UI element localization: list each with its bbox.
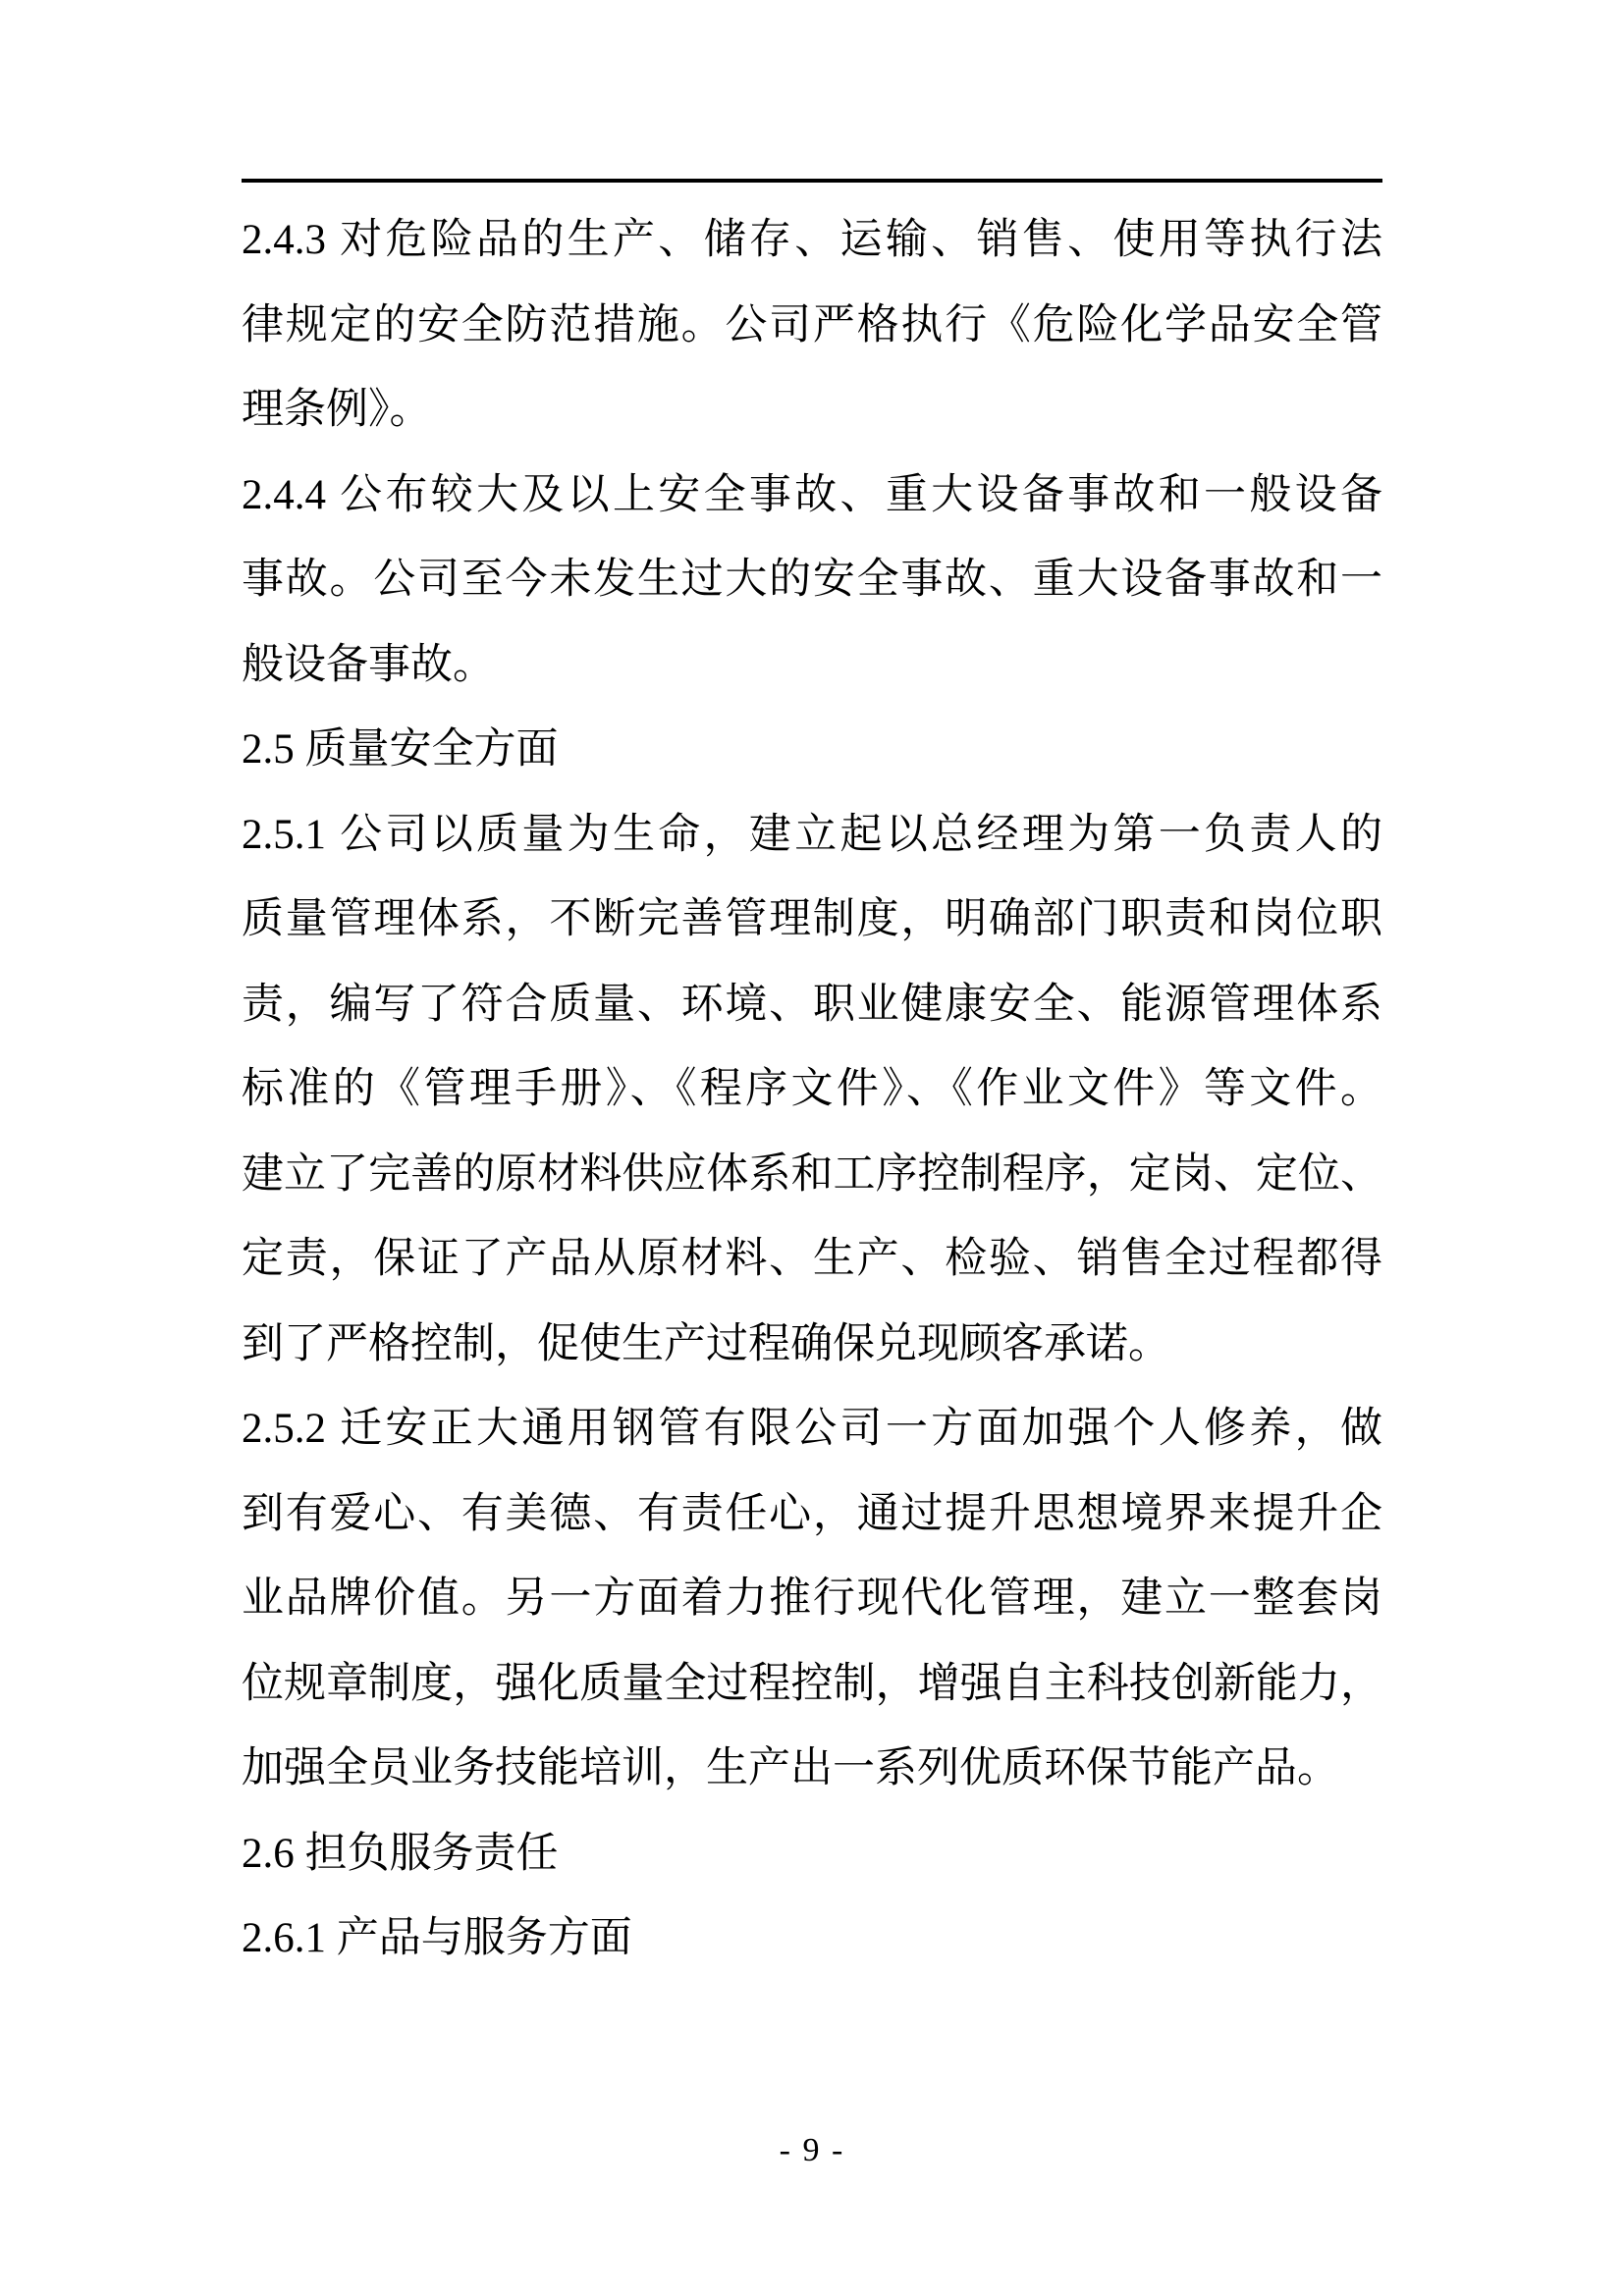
text-line: 定责，保证了产品从原材料、生产、检验、销售全过程都得 [242, 1236, 1382, 1282]
text-line: 业品牌价值。另一方面着力推行现代化管理，建立一整套岗 [242, 1575, 1382, 1622]
text-line: 标准的《管理手册》、《程序文件》、《作业文件》等文件。 [242, 1066, 1382, 1112]
text-line: 责，编写了符合质量、环境、职业健康安全、能源管理体系 [242, 981, 1382, 1028]
text-line: 位规章制度，强化质量全过程控制，增强自主科技创新能力， [242, 1660, 1382, 1707]
text-line: 般设备事故。 [242, 641, 495, 688]
text-line: 加强全员业务技能培训，生产出一系列优质环保节能产品。 [242, 1745, 1339, 1791]
text-line: 2.5 质量安全方面 [242, 726, 559, 773]
text-line: 2.6 担负服务责任 [242, 1830, 559, 1877]
paragraph [242, 1387, 1382, 1812]
text-line: 建立了完善的原材料供应体系和工序控制程序，定岗、定位、 [242, 1150, 1382, 1198]
header-rule [242, 179, 1382, 183]
paragraph [242, 454, 1382, 709]
paragraph [242, 198, 1382, 454]
text-line: 2.4.3 对危险品的生产、储存、运输、销售、使用等执行法 [242, 217, 1382, 263]
text-line: 2.6.1 产品与服务方面 [242, 1915, 632, 1961]
paragraph [242, 793, 1382, 1388]
page-number: - 9 - [779, 2132, 845, 2168]
paragraph [242, 1896, 1382, 1982]
text-line: 理条例》。 [242, 387, 432, 433]
document-body [242, 198, 1382, 1982]
text-line: 律规定的安全防范措施。公司严格执行《危险化学品安全管 [242, 301, 1382, 348]
text-line: 2.4.4 公布较大及以上安全事故、重大设备事故和一般设备 [242, 471, 1382, 518]
text-line: 2.5.1 公司以质量为生命，建立起以总经理为第一负责人的 [242, 811, 1382, 858]
text-line: 到有爱心、有美德、有责任心，通过提升思想境界来提升企 [242, 1490, 1382, 1537]
text-line: 质量管理体系，不断完善管理制度，明确部门职责和岗位职 [242, 896, 1382, 942]
text-line: 事故。公司至今未发生过大的安全事故、重大设备事故和一 [242, 557, 1382, 603]
paragraph [242, 1812, 1382, 1897]
text-line: 到了严格控制，促使生产过程确保兑现顾客承诺。 [242, 1320, 1170, 1367]
paragraph [242, 708, 1382, 793]
text-line: 2.5.2 迁安正大通用钢管有限公司一方面加强个人修养，做 [242, 1406, 1382, 1452]
